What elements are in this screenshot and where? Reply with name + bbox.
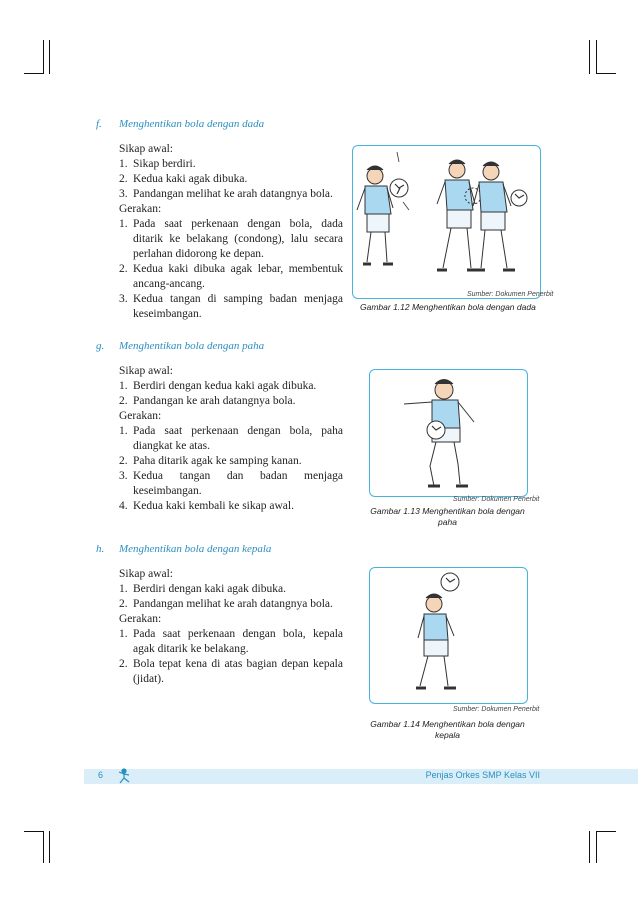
subheading: Sikap awal: [119, 365, 173, 377]
list-text: Pandangan melihat ke arah datangnya bola. [133, 188, 333, 200]
list-number: 2. [119, 658, 128, 670]
list-text: Pada saat perkenaan dengan bola, dada ditarik ke belakang (condong), lalu secara perlahan didorong ke depan. [133, 218, 343, 260]
list-item [119, 627, 343, 657]
list-number: 2. [119, 395, 128, 407]
list-number: 1. [119, 380, 128, 392]
list-number: 1. [119, 425, 128, 437]
list-item [119, 379, 343, 394]
figure-source: Sumber: Dokumen Penerbit [453, 706, 540, 713]
section-body [119, 142, 343, 322]
section-letter: h. [96, 543, 105, 555]
figure-caption: Gambar 1.12 Menghentikan bola dengan dada [360, 302, 536, 312]
figure-caption-line2: paha [438, 517, 457, 527]
section-body [119, 364, 343, 514]
section-letter: f. [96, 118, 102, 130]
list-item [119, 582, 343, 597]
list-number: 2. [119, 598, 128, 610]
list-item [119, 262, 343, 292]
list-item [119, 187, 343, 202]
list-number: 3. [119, 293, 128, 305]
list-number: 2. [119, 455, 128, 467]
section-title: Menghentikan bola dengan dada [119, 118, 265, 130]
list-item [119, 172, 343, 187]
list-item [119, 499, 343, 514]
list-item [119, 424, 343, 454]
figure-source: Sumber: Dokumen Penerbit [453, 496, 540, 503]
list-item [119, 597, 343, 612]
list-text: Kedua kaki dibuka agak lebar, membentuk ancang-ancang. [133, 263, 343, 290]
page-number: 6 [98, 770, 104, 780]
figure-thigh-trap [369, 369, 528, 497]
list-number: 1. [119, 158, 128, 170]
section-title: Menghentikan bola dengan paha [119, 340, 265, 352]
list-text: Kedua kaki agak dibuka. [133, 173, 248, 185]
chest-trap-illustration [353, 146, 540, 298]
figure-source: Sumber: Dokumen Penerbit [467, 291, 554, 298]
list-text: Pada saat perkenaan dengan bola, paha diangkat ke atas. [133, 425, 343, 452]
list-number: 1. [119, 218, 128, 230]
list-item [119, 469, 343, 499]
figure-caption-line1: Gambar 1.14 Menghentikan bola dengan [370, 719, 525, 729]
head-trap-illustration [370, 568, 527, 703]
list-text: Kedua tangan dan badan menjaga keseimbangan. [133, 470, 343, 497]
figure-caption-line2: kepala [434, 730, 461, 740]
list-number: 3. [119, 188, 128, 200]
list-text: Kedua tangan di samping badan menjaga keseimbangan. [133, 293, 343, 320]
list-text: Sikap berdiri. [133, 158, 196, 170]
subheading: Sikap awal: [119, 143, 173, 155]
figure-chest-trap [352, 145, 541, 299]
list-item [119, 657, 343, 687]
figure-head-trap [369, 567, 528, 704]
list-text: Kedua kaki kembali ke sikap awal. [133, 500, 294, 512]
list-text: Pada saat perkenaan dengan bola, kepala agak ditarik ke belakang. [133, 628, 343, 655]
list-number: 2. [119, 173, 128, 185]
list-item [119, 292, 343, 322]
thigh-trap-illustration [370, 370, 527, 496]
section-title: Menghentikan bola dengan kepala [119, 543, 272, 555]
list-item [119, 157, 343, 172]
list-text: Berdiri dengan kedua kaki agak dibuka. [133, 380, 317, 392]
list-number: 4. [119, 500, 128, 512]
soccer-player-icon [116, 768, 132, 789]
list-text: Pandangan ke arah datangnya bola. [133, 395, 296, 407]
list-number: 3. [119, 470, 128, 482]
list-text: Bola tepat kena di atas bagian depan kepala (jidat). [133, 658, 343, 685]
list-text: Pandangan melihat ke arah datangnya bola. [133, 598, 333, 610]
list-text: Berdiri dengan kaki agak dibuka. [133, 583, 286, 595]
list-item [119, 217, 343, 262]
subheading: Gerakan: [119, 613, 162, 625]
subheading: Gerakan: [119, 203, 162, 215]
list-number: 2. [119, 263, 128, 275]
list-number: 1. [119, 583, 128, 595]
list-number: 1. [119, 628, 128, 640]
list-text: Paha ditarik agak ke samping kanan. [133, 455, 302, 467]
figure-caption-line1: Gambar 1.13 Menghentikan bola dengan [370, 506, 525, 516]
list-item [119, 454, 343, 469]
subheading: Gerakan: [119, 410, 162, 422]
book-title: Penjas Orkes SMP Kelas VII [425, 770, 540, 780]
subheading: Sikap awal: [119, 568, 173, 580]
list-item [119, 394, 343, 409]
section-letter: g. [96, 340, 105, 352]
footer-band [84, 769, 638, 784]
section-body [119, 567, 343, 687]
